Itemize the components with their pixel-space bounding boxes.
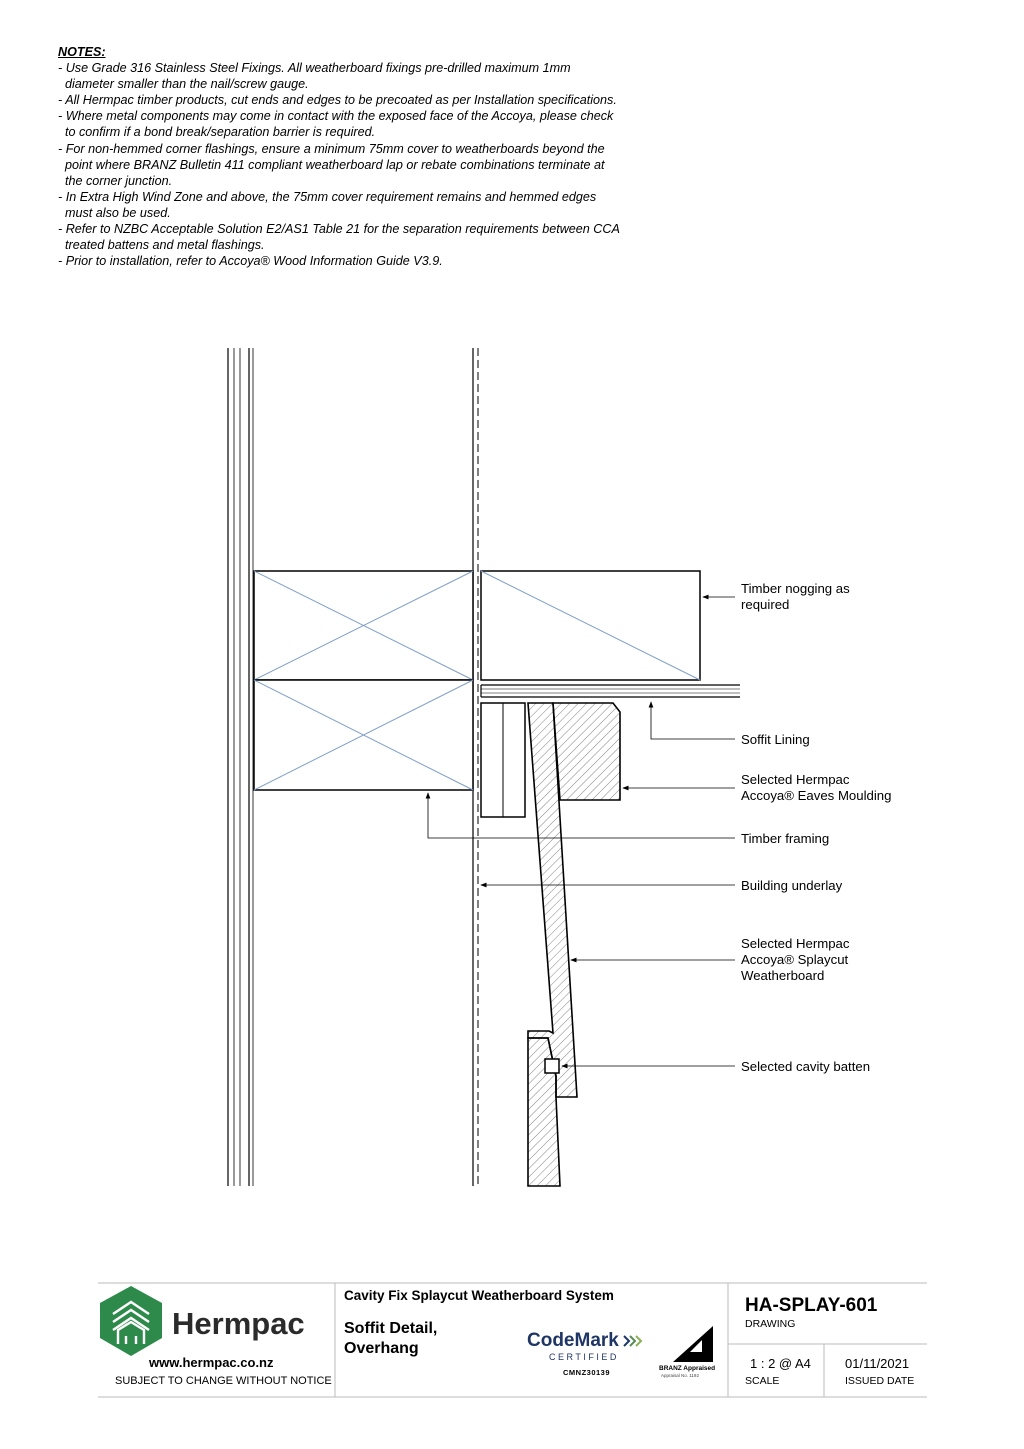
soffit-lining <box>481 685 740 697</box>
note-line: - In Extra High Wind Zone and above, the 75mm cover requirement remains and hemmed edges <box>58 189 597 204</box>
issued-date: 01/11/2021 <box>845 1356 910 1371</box>
branz-logo-icon <box>673 1326 713 1362</box>
note-line: - For non-hemmed corner flashings, ensure a minimum 75mm cover to weatherboards beyond the <box>58 141 605 156</box>
brand-name: Hermpac <box>172 1306 305 1341</box>
label-framing: Timber framing <box>741 831 830 846</box>
codemark-logo: CodeMark <box>527 1330 619 1351</box>
label-moulding: Selected Hermpac Accoya® Eaves Moulding <box>741 772 892 803</box>
drawing-number: HA-SPLAY-601 <box>745 1295 878 1316</box>
drawing-title-line2: Overhang <box>344 1340 419 1357</box>
note-line: - Where metal components may come in contact with the exposed face of the Accoya, please check <box>58 109 614 124</box>
note-line: the corner junction. <box>58 173 173 188</box>
eaves-moulding <box>553 703 620 800</box>
issued-date-label: ISSUED DATE <box>845 1375 915 1387</box>
label-nogging: Timber nogging as required <box>741 581 850 612</box>
drawing-label: DRAWING <box>745 1318 796 1330</box>
note-line: - All Hermpac timber products, cut ends and edges to be precoated as per Installation specifications. <box>58 93 617 108</box>
wall-lining <box>228 348 253 1186</box>
scale-label: SCALE <box>745 1375 780 1387</box>
website-link[interactable]: www.hermpac.co.nz <box>149 1355 274 1370</box>
timber-nogging <box>481 571 700 680</box>
label-batten: Selected cavity batten <box>741 1059 871 1074</box>
disclaimer: SUBJECT TO CHANGE WITHOUT NOTICE <box>115 1375 332 1387</box>
branz-appraised: BRANZ Appraised <box>659 1365 716 1372</box>
cavity-batten <box>545 1059 559 1073</box>
scale-value: 1 : 2 @ A4 <box>750 1356 811 1371</box>
label-weatherboard: Selected Hermpac Accoya® Splaycut Weatherboard <box>741 936 850 983</box>
label-soffit: Soffit Lining <box>741 732 810 747</box>
top-batten <box>481 703 525 817</box>
notes-heading: NOTES: <box>58 45 106 59</box>
note-line: point where BRANZ Bulletin 411 compliant weatherboard lap or rebate combinations terminate at <box>58 157 605 172</box>
note-line: - Refer to NZBC Acceptable Solution E2/AS1 Table 21 for the separation requirements between CCA <box>58 222 620 237</box>
note-line: treated battens and metal flashings. <box>58 238 265 253</box>
codemark-arrows-icon <box>624 1336 641 1346</box>
hermpac-logo-icon <box>100 1286 162 1356</box>
system-name: Cavity Fix Splaycut Weatherboard System <box>344 1288 614 1303</box>
callout-labels <box>741 581 891 1074</box>
note-line: to confirm if a bond break/separation barrier is required. <box>58 125 376 140</box>
note-line: diameter smaller than the nail/screw gauge. <box>58 77 309 92</box>
codemark-number: CMNZ30139 <box>563 1368 611 1377</box>
label-underlay: Building underlay <box>741 878 843 893</box>
timber-framing <box>254 571 473 790</box>
codemark-certified: CERTIFIED <box>549 1352 619 1362</box>
branz-appraisal-number: Appraisal No. 1192 <box>661 1373 699 1378</box>
note-line: must also be used. <box>58 205 171 220</box>
note-line: - Prior to installation, refer to Accoya® Wood Information Guide V3.9. <box>58 254 443 269</box>
drawing-title-line1: Soffit Detail, <box>344 1320 438 1337</box>
note-line: - Use Grade 316 Stainless Steel Fixings. All weatherboard fixings pre-drilled maximum 1mm <box>58 61 571 76</box>
